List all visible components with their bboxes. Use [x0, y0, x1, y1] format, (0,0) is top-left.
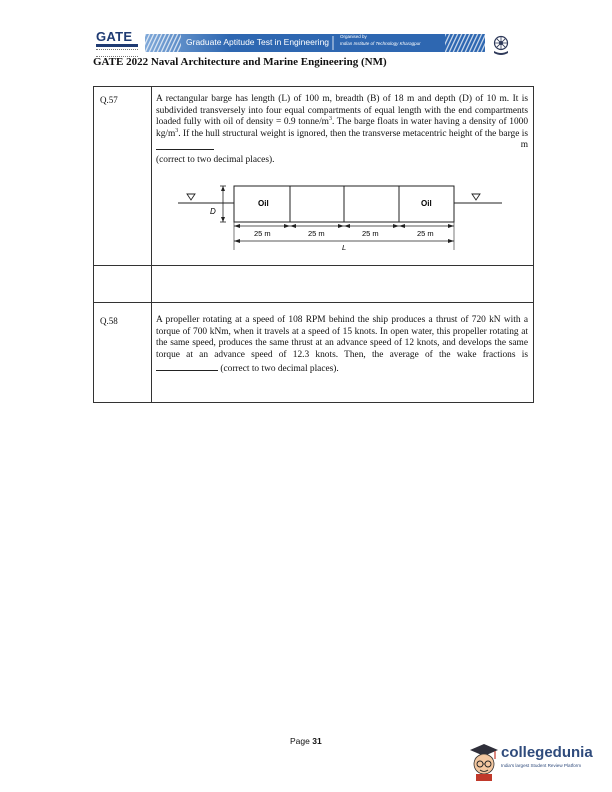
gate-logo-text: GATE [96, 29, 133, 44]
segment-label-3: 25 m [362, 229, 379, 238]
oil-left-label: Oil [258, 199, 269, 208]
organized-by-label: Organised by [340, 34, 367, 39]
question-58-number: Q.58 [100, 316, 118, 326]
empty-row [94, 265, 533, 303]
banner-title: Graduate Aptitude Test in Engineering [186, 37, 330, 47]
depth-label: D [210, 207, 216, 216]
question-58-text: A propeller rotating at a speed of 108 RPM behind the ship produces a thrust of 720 kN with a torque of 700 kNm, when it travels at a speed of 15 knots. In open water, this propeller rotating at the same speed, produces the same thrust at an advance speed of 12 knots, and develops the same torque at an advance speed of 12.3 knots. Then, the average of the wake fractions is (correct to two decimal places). [156, 315, 528, 374]
segment-label-2: 25 m [308, 229, 325, 238]
exam-subject-title: GATE 2022 Naval Architecture and Marine Engineering (NM) [93, 56, 387, 68]
length-label: L [342, 243, 347, 252]
barge-figure [170, 180, 510, 260]
question-57-text: A rectangular barge has length (L) of 100 m, breadth (B) of 18 m and depth (D) of 10 m. It is subdivided transversely into four equal compartments of equal length with the end compartments loaded fully with oil of density = 0.9 tonne/$m^3$. The barge floats in water having a density of 1000 $kg/m^3$. If the hull structural weight is ignored, then the transverse metacentric height of the barge is m (correct to two decimal places). [156, 94, 529, 165]
answer-blank[interactable] [156, 361, 218, 371]
organizer-name: Indian Institute of Technology Kharagpur [340, 41, 421, 46]
oil-right-label: Oil [421, 199, 432, 208]
collegedunia-brand: collegedunia [501, 744, 593, 761]
page-number: Page 31 [290, 736, 322, 746]
waterline-marker-right-icon [472, 194, 480, 200]
collegedunia-mascot-icon [462, 742, 500, 782]
collegedunia-tagline: India's largest Student Review Platform [501, 763, 582, 768]
question-57-number: Q.57 [100, 95, 118, 105]
segment-label-1: 25 m [254, 229, 271, 238]
iit-emblem-icon [490, 34, 512, 56]
waterline-marker-left-icon [187, 194, 195, 200]
segment-label-4: 25 m [417, 229, 434, 238]
answer-blank[interactable] [156, 140, 214, 150]
